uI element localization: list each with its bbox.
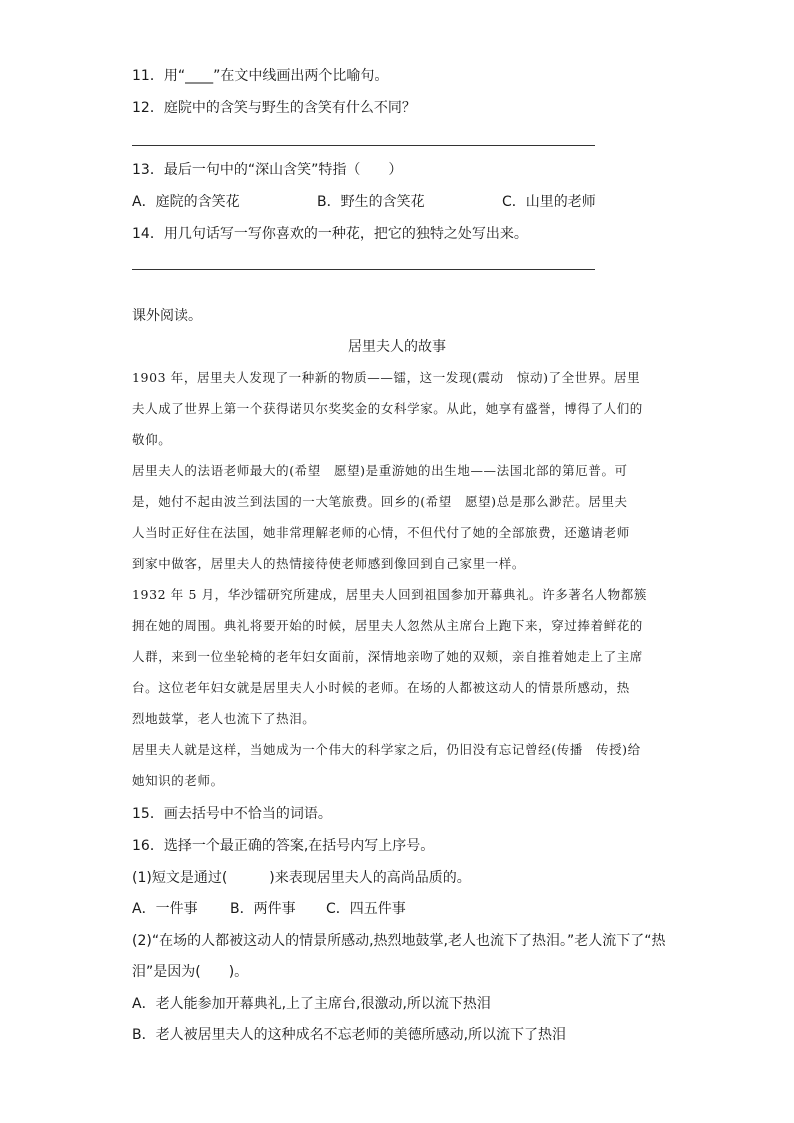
story-line: 是，她付不起由波兰到法国的一大笔旅费。回乡的(希望 愿望)总是那么渺茫。居里夫 [132,494,628,509]
question-16-2-cont: 泪”是因为( )。 [132,964,249,980]
question-15: 15．画去括号中不恰当的词语。 [132,806,332,822]
story-line: 夫人成了世界上第一个获得诺贝尔奖奖金的女科学家。从此，她享有盛誉，博得了人们的 [132,401,643,416]
story-line: 人当时正好住在法国，她非常理解老师的心情，不但代付了她的全部旅费，还邀请老师 [132,525,630,540]
question-12: 12．庭院中的含笑与野生的含笑有什么不同？ [132,100,416,116]
story-line: 拥在她的周围。典礼将要开始的时候，居里夫人忽然从主席台上跑下来，穿过捧着鲜花的 [132,618,643,633]
question-16-1: (1)短文是通过( )来表现居里夫人的高尚品质的。 [132,870,471,886]
story-line: 居里夫人的法语老师最大的(希望 愿望)是重游她的出生地——法国北部的第厄普。可 [132,463,628,478]
q16-2-option-a[interactable]: A．老人能参加开幕典礼,上了主席台,很激动,所以流下热泪 [132,996,491,1012]
answer-line[interactable] [132,269,595,270]
answer-line[interactable] [132,145,595,146]
q16-1-option-a[interactable]: A．一件事 [132,901,198,917]
question-14: 14．用几句话写一写你喜欢的一种花，把它的独特之处写出来。 [132,226,528,242]
story-line: 烈地鼓掌，老人也流下了热泪。 [132,711,316,726]
question-11: 11．用“____”在文中线画出两个比喻句。 [132,68,389,84]
story-line: 人群，来到一位坐轮椅的老年妇女面前，深情地亲吻了她的双颊，亲自推着她走上了主席 [132,649,643,664]
story-line: 她知识的老师。 [132,773,224,788]
q16-2-option-b[interactable]: B．老人被居里夫人的这种成名不忘老师的美德所感动,所以流下了热泪 [132,1027,567,1043]
story-line: 到家中做客，居里夫人的热情接待使老师感到像回到自己家里一样。 [132,556,526,571]
story-line: 1932 年 5 月，华沙镭研究所建成，居里夫人回到祖国参加开幕典礼。许多著名人物都簇 [132,587,647,602]
q16-1-option-b[interactable]: B．两件事 [230,901,296,917]
story-line: 敬仰。 [132,432,172,447]
story-line: 居里夫人就是这样，当她成为一个伟大的科学家之后，仍旧没有忘记曾经(传播 传授)给 [132,742,641,757]
question-16: 16．选择一个最正确的答案,在括号内写上序号。 [132,838,435,854]
q13-option-b[interactable]: B．野生的含笑花 [317,194,425,210]
question-13: 13．最后一句中的“深山含笑”特指（ ） [132,162,403,178]
q13-option-a[interactable]: A．庭院的含笑花 [132,194,240,210]
story-line: 1903 年，居里夫人发现了一种新的物质——镭，这一发现(震动 惊动)了全世界。居里 [132,370,641,385]
q13-option-c[interactable]: C．山里的老师 [502,194,596,210]
story-title: 居里夫人的故事 [348,339,446,355]
q16-1-option-c[interactable]: C．四五件事 [326,901,406,917]
story-line: 台。这位老年妇女就是居里夫人小时候的老师。在场的人都被这动人的情景所感动，热 [132,680,630,695]
question-16-2: (2)“在场的人都被这动人的情景所感动,热烈地鼓掌,老人也流下了热泪。”老人流下了“热 [132,933,666,949]
section-heading: 课外阅读。 [132,308,202,324]
